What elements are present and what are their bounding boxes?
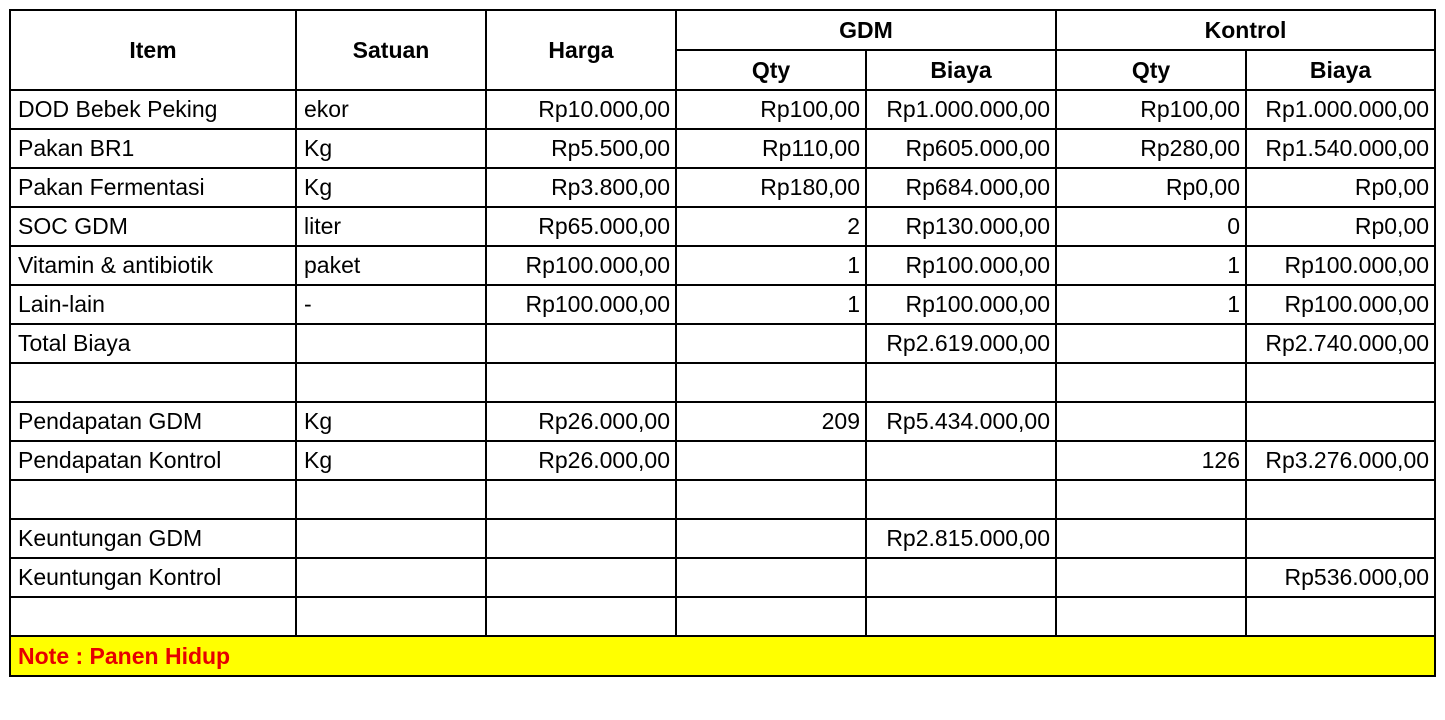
- cell-kontrol-biaya[interactable]: Rp1.540.000,00: [1246, 129, 1435, 168]
- cell-kontrol-biaya[interactable]: [1246, 519, 1435, 558]
- table-row: [10, 207, 1435, 246]
- cell-kontrol-qty[interactable]: [1056, 363, 1246, 402]
- table-row: [10, 558, 1435, 597]
- cell-gdm-qty[interactable]: [676, 480, 866, 519]
- table-row: [10, 168, 1435, 207]
- cell-gdm-qty[interactable]: Rp180,00: [676, 168, 866, 207]
- cell-kontrol-qty[interactable]: 1: [1056, 246, 1246, 285]
- cell-gdm-qty[interactable]: 1: [676, 285, 866, 324]
- cell-harga[interactable]: [486, 480, 676, 519]
- cell-kontrol-qty[interactable]: 0: [1056, 207, 1246, 246]
- cell-kontrol-biaya[interactable]: [1246, 402, 1435, 441]
- cell-harga[interactable]: [486, 597, 676, 636]
- cell-kontrol-qty[interactable]: [1056, 324, 1246, 363]
- table-row: [10, 246, 1435, 285]
- cost-comparison-table: [9, 9, 1436, 677]
- cell-gdm-qty[interactable]: [676, 597, 866, 636]
- header-gdm-group[interactable]: GDM: [676, 10, 1056, 50]
- cell-harga[interactable]: [486, 558, 676, 597]
- cell-gdm-qty[interactable]: 1: [676, 246, 866, 285]
- cell-gdm-qty[interactable]: Rp110,00: [676, 129, 866, 168]
- header-harga[interactable]: Harga: [486, 10, 676, 90]
- cell-gdm-biaya[interactable]: Rp5.434.000,00: [866, 402, 1056, 441]
- cell-item[interactable]: Pendapatan GDM: [10, 402, 296, 441]
- cell-kontrol-biaya[interactable]: Rp0,00: [1246, 207, 1435, 246]
- cell-gdm-biaya[interactable]: Rp100.000,00: [866, 246, 1056, 285]
- cell-gdm-biaya[interactable]: Rp2.815.000,00: [866, 519, 1056, 558]
- header-gdm-qty[interactable]: Qty: [676, 50, 866, 90]
- cell-gdm-qty[interactable]: [676, 519, 866, 558]
- cell-harga[interactable]: Rp100.000,00: [486, 246, 676, 285]
- cell-harga[interactable]: Rp10.000,00: [486, 90, 676, 129]
- cell-gdm-biaya[interactable]: Rp684.000,00: [866, 168, 1056, 207]
- cell-item[interactable]: Keuntungan GDM: [10, 519, 296, 558]
- cell-gdm-biaya[interactable]: Rp100.000,00: [866, 285, 1056, 324]
- header-item[interactable]: Item: [10, 10, 296, 90]
- cell-gdm-qty[interactable]: Rp100,00: [676, 90, 866, 129]
- cell-satuan[interactable]: Kg: [296, 129, 486, 168]
- note-cell[interactable]: Note : Panen Hidup: [10, 636, 1435, 676]
- cell-item[interactable]: Total Biaya: [10, 324, 296, 363]
- cell-item[interactable]: Lain-lain: [10, 285, 296, 324]
- cell-kontrol-biaya[interactable]: Rp100.000,00: [1246, 285, 1435, 324]
- cell-gdm-biaya[interactable]: [866, 441, 1056, 480]
- table-row: [10, 519, 1435, 558]
- cell-gdm-biaya[interactable]: [866, 363, 1056, 402]
- cell-gdm-biaya[interactable]: [866, 558, 1056, 597]
- cell-harga[interactable]: Rp5.500,00: [486, 129, 676, 168]
- cell-kontrol-qty[interactable]: Rp0,00: [1056, 168, 1246, 207]
- cell-kontrol-biaya[interactable]: Rp100.000,00: [1246, 246, 1435, 285]
- cell-item[interactable]: Pendapatan Kontrol: [10, 441, 296, 480]
- table-row: [10, 402, 1435, 441]
- cell-item[interactable]: Pakan Fermentasi: [10, 168, 296, 207]
- cell-item[interactable]: [10, 597, 296, 636]
- header-satuan[interactable]: Satuan: [296, 10, 486, 90]
- cell-gdm-biaya[interactable]: Rp605.000,00: [866, 129, 1056, 168]
- cell-satuan[interactable]: paket: [296, 246, 486, 285]
- cell-harga[interactable]: [486, 519, 676, 558]
- header-kontrol-biaya[interactable]: Biaya: [1246, 50, 1435, 90]
- cell-satuan[interactable]: [296, 363, 486, 402]
- cell-satuan[interactable]: [296, 480, 486, 519]
- cell-kontrol-qty[interactable]: Rp280,00: [1056, 129, 1246, 168]
- cell-kontrol-qty[interactable]: [1056, 480, 1246, 519]
- table-row: [10, 90, 1435, 129]
- note-row: [10, 636, 1435, 676]
- header-row-top: [10, 10, 1435, 50]
- cell-harga[interactable]: [486, 363, 676, 402]
- cell-harga[interactable]: Rp26.000,00: [486, 441, 676, 480]
- header-kontrol-group[interactable]: Kontrol: [1056, 10, 1435, 50]
- cell-satuan[interactable]: ekor: [296, 90, 486, 129]
- cell-kontrol-qty[interactable]: Rp100,00: [1056, 90, 1246, 129]
- table-row: [10, 597, 1435, 636]
- cell-gdm-biaya[interactable]: Rp1.000.000,00: [866, 90, 1056, 129]
- cell-gdm-qty[interactable]: 2: [676, 207, 866, 246]
- table-row: [10, 324, 1435, 363]
- cell-gdm-biaya[interactable]: [866, 597, 1056, 636]
- cell-kontrol-biaya[interactable]: Rp2.740.000,00: [1246, 324, 1435, 363]
- table-row: [10, 441, 1435, 480]
- cell-kontrol-qty[interactable]: [1056, 402, 1246, 441]
- cell-kontrol-qty[interactable]: [1056, 558, 1246, 597]
- cell-gdm-biaya[interactable]: [866, 480, 1056, 519]
- cell-harga[interactable]: Rp26.000,00: [486, 402, 676, 441]
- cell-satuan[interactable]: -: [296, 285, 486, 324]
- cell-kontrol-qty[interactable]: [1056, 597, 1246, 636]
- cell-kontrol-qty[interactable]: 126: [1056, 441, 1246, 480]
- cell-satuan[interactable]: [296, 324, 486, 363]
- cell-kontrol-biaya[interactable]: [1246, 597, 1435, 636]
- cell-kontrol-biaya[interactable]: [1246, 363, 1435, 402]
- table-header: [10, 10, 1435, 90]
- cell-satuan[interactable]: [296, 597, 486, 636]
- cell-satuan[interactable]: Kg: [296, 168, 486, 207]
- cell-item[interactable]: SOC GDM: [10, 207, 296, 246]
- cell-kontrol-biaya[interactable]: Rp0,00: [1246, 168, 1435, 207]
- table-body: [10, 90, 1435, 636]
- table-row: [10, 285, 1435, 324]
- cell-harga[interactable]: Rp65.000,00: [486, 207, 676, 246]
- cell-gdm-qty[interactable]: [676, 558, 866, 597]
- cell-gdm-qty[interactable]: [676, 324, 866, 363]
- cell-kontrol-qty[interactable]: [1056, 519, 1246, 558]
- cell-satuan[interactable]: [296, 519, 486, 558]
- cell-harga[interactable]: Rp3.800,00: [486, 168, 676, 207]
- cell-item[interactable]: Pakan BR1: [10, 129, 296, 168]
- cell-item[interactable]: Vitamin & antibiotik: [10, 246, 296, 285]
- cell-kontrol-qty[interactable]: 1: [1056, 285, 1246, 324]
- cell-kontrol-biaya[interactable]: Rp1.000.000,00: [1246, 90, 1435, 129]
- header-kontrol-qty[interactable]: Qty: [1056, 50, 1246, 90]
- cell-gdm-biaya[interactable]: Rp2.619.000,00: [866, 324, 1056, 363]
- cell-kontrol-biaya[interactable]: [1246, 480, 1435, 519]
- cell-satuan[interactable]: Kg: [296, 402, 486, 441]
- table-row: [10, 363, 1435, 402]
- cell-item[interactable]: DOD Bebek Peking: [10, 90, 296, 129]
- cell-gdm-biaya[interactable]: Rp130.000,00: [866, 207, 1056, 246]
- cell-harga[interactable]: Rp100.000,00: [486, 285, 676, 324]
- cell-kontrol-biaya[interactable]: Rp536.000,00: [1246, 558, 1435, 597]
- table-row: [10, 129, 1435, 168]
- cell-gdm-qty[interactable]: [676, 441, 866, 480]
- cell-gdm-qty[interactable]: [676, 363, 866, 402]
- cell-item[interactable]: [10, 363, 296, 402]
- header-gdm-biaya[interactable]: Biaya: [866, 50, 1056, 90]
- cell-kontrol-biaya[interactable]: Rp3.276.000,00: [1246, 441, 1435, 480]
- cell-satuan[interactable]: [296, 558, 486, 597]
- cell-item[interactable]: Keuntungan Kontrol: [10, 558, 296, 597]
- cell-satuan[interactable]: liter: [296, 207, 486, 246]
- cell-gdm-qty[interactable]: 209: [676, 402, 866, 441]
- cell-item[interactable]: [10, 480, 296, 519]
- cell-satuan[interactable]: Kg: [296, 441, 486, 480]
- table-row: [10, 480, 1435, 519]
- cell-harga[interactable]: [486, 324, 676, 363]
